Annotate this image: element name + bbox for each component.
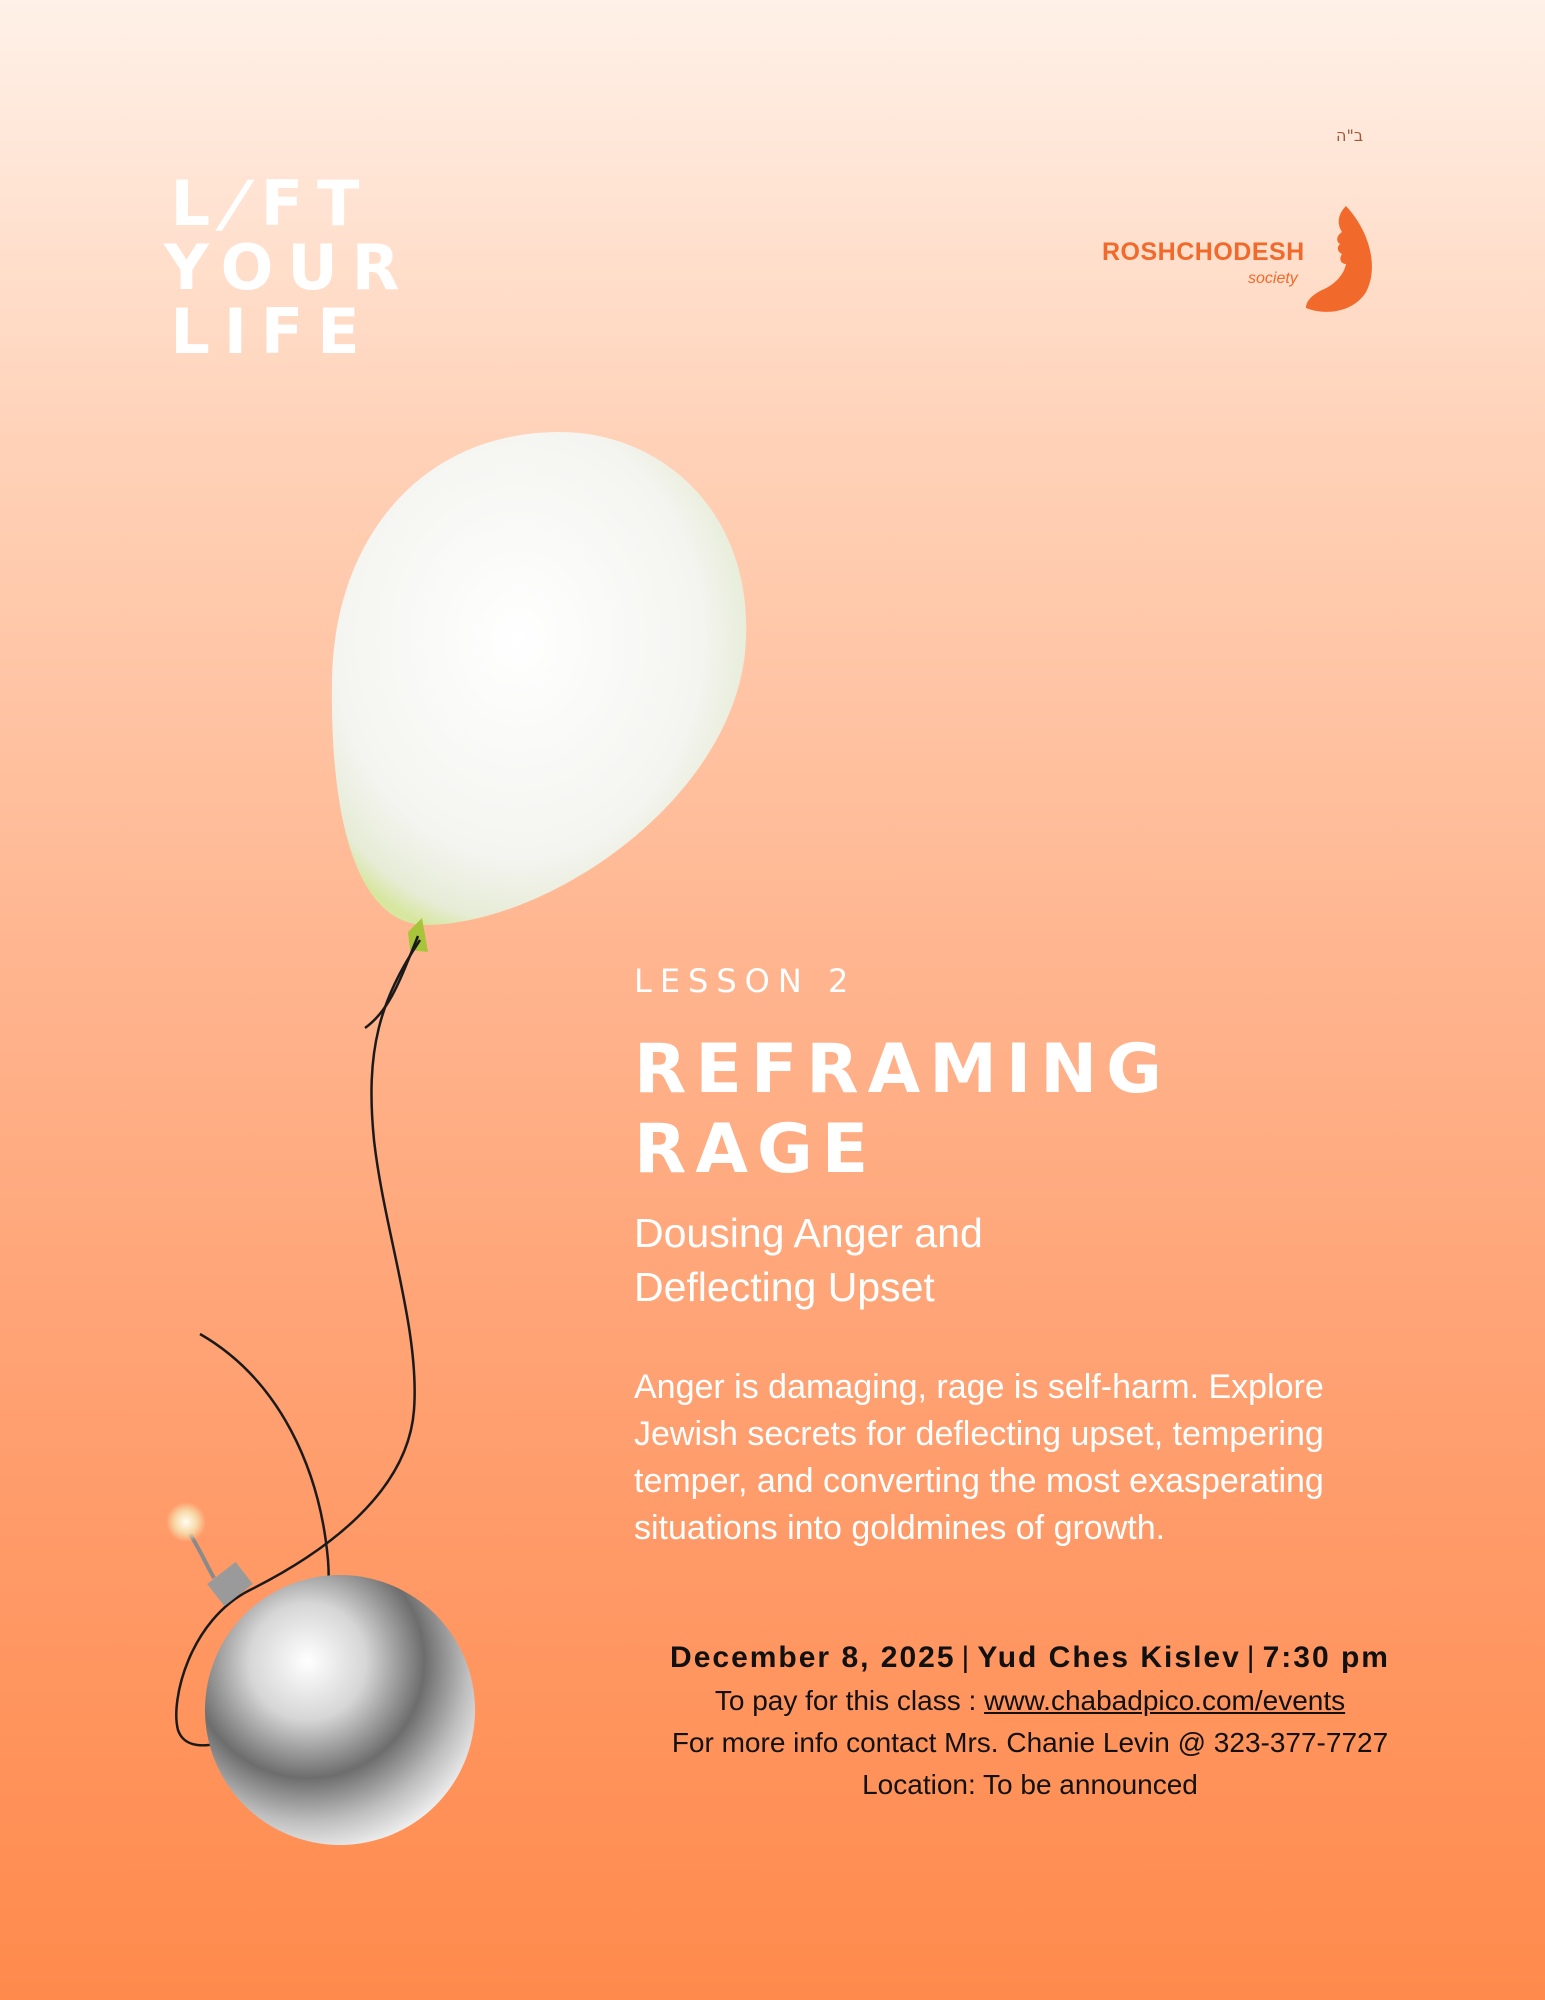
lesson-subtitle xyxy=(634,1206,1234,1314)
event-hebrew-date: Yud Ches Kislev xyxy=(977,1641,1241,1674)
logo-line-3: LIFE xyxy=(170,295,374,368)
bomb-icon xyxy=(166,1502,475,1845)
roshchodesh-society: society xyxy=(1248,270,1298,287)
logo-line-2: YOUR xyxy=(164,231,414,304)
pay-label: To pay for this class : xyxy=(714,1685,985,1716)
logo-slash: / xyxy=(212,167,273,240)
lesson-description: Anger is damaging, rage is self-harm. Explore Jewish secrets for deflecting upset, tempering temper, and converting the most exasperating situations into goldmines of growth. xyxy=(634,1368,1324,1547)
title-line-1: REFRAMING xyxy=(634,1030,1171,1109)
separator: | xyxy=(961,1641,972,1674)
roshchodesh-name: ROSHCHODESH xyxy=(1102,238,1305,266)
subtitle-line-2: Deflecting Upset xyxy=(634,1264,935,1310)
event-time: 7:30 pm xyxy=(1262,1641,1390,1674)
event-date: December 8, 2025 xyxy=(670,1641,956,1674)
contact-line: For more info contact Mrs. Chanie Levin @ 323-377-7727 xyxy=(671,1727,1389,1758)
lesson-label: LESSON 2 xyxy=(634,962,857,1000)
location-line: Location: To be announced xyxy=(862,1769,1198,1800)
pay-line xyxy=(630,1680,1430,1722)
separator: | xyxy=(1246,1641,1257,1674)
logo-line-1: L/FT xyxy=(170,167,374,240)
event-info xyxy=(630,1636,1430,1806)
pay-link[interactable]: www.chabadpico.com/events xyxy=(984,1685,1346,1716)
lesson-title xyxy=(634,1030,1171,1190)
subtitle-line-1: Dousing Anger and xyxy=(634,1210,983,1256)
bh-mark: ב"ה xyxy=(1336,126,1364,145)
balloon-icon xyxy=(332,432,746,952)
event-date-line xyxy=(630,1636,1430,1680)
title-line-2: RAGE xyxy=(634,1110,878,1189)
